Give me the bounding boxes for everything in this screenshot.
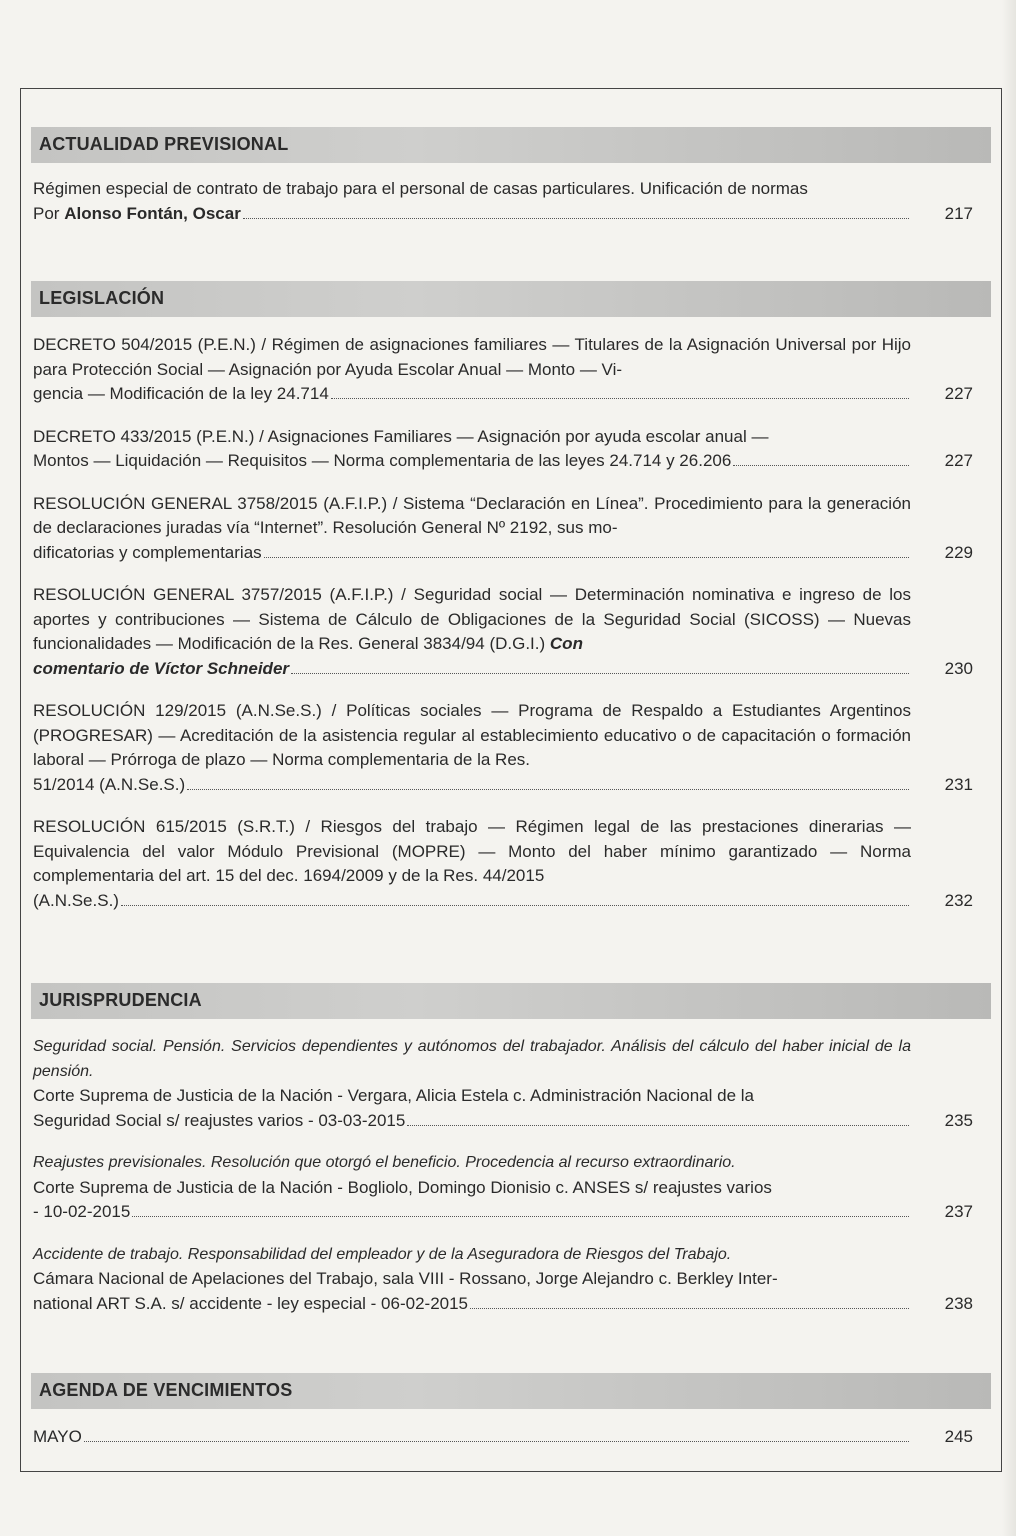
entry-summary: Reajustes previsionales. Resolución que otorgó el beneficio. Procedencia al recurso extraordinario.	[33, 1154, 736, 1171]
dot-leader	[243, 218, 909, 219]
section-title: LEGISLACIÓN	[39, 288, 165, 308]
dot-leader	[121, 905, 909, 906]
entry-text: Cámara Nacional de Apelaciones del Trabajo, sala VIII - Rossano, Jorge Alejandro c. Berkley Inter-	[33, 1269, 778, 1288]
dot-leader	[470, 1308, 909, 1309]
entry-text: DECRETO 433/2015 (P.E.N.) / Asignaciones Familiares — Asignación por ayuda escolar anual —	[33, 426, 769, 446]
legislacion-entries	[33, 333, 977, 913]
toc-entry[interactable]	[33, 699, 973, 797]
dot-leader	[264, 557, 909, 558]
section-legislacion	[21, 281, 1001, 317]
section-header	[31, 281, 991, 317]
page-number: 245	[944, 1427, 973, 1446]
jurisprudencia-entries	[33, 1035, 977, 1316]
page-edge-shadow	[1002, 0, 1016, 1536]
toc-entry[interactable]	[33, 815, 973, 913]
dot-leader	[733, 465, 909, 466]
entry-text-last: national ART S.A. s/ accidente - ley especial - 06-02-2015	[33, 1293, 469, 1313]
entry-text-last: Montos — Liquidación — Requisitos — Norma complementaria de las leyes 24.714 y 26.206	[33, 451, 732, 470]
entry-text: Corte Suprema de Justicia de la Nación - Vergara, Alicia Estela c. Administración Nacional de la	[33, 1086, 754, 1105]
page-number: 227	[944, 451, 973, 470]
section-header	[31, 983, 991, 1019]
dot-leader	[132, 1216, 909, 1217]
toc-entry[interactable]	[33, 177, 973, 226]
entry-text-last: comentario de Víctor Schneider	[33, 658, 290, 678]
entry-text: DECRETO 504/2015 (P.E.N.) / Régimen de asignaciones familiares — Titulares de la Asignación Universal por Hijo para Protección Social — Asignación por Ayuda Escolar Anual — Monto — Vi-	[33, 335, 911, 379]
entry-by-prefix: Por	[33, 203, 60, 223]
dot-leader	[84, 1441, 909, 1442]
entry-author: Alonso Fontán, Oscar	[64, 203, 241, 223]
page-number: 237	[944, 1202, 973, 1221]
section-title: AGENDA DE VENCIMIENTOS	[39, 1380, 293, 1400]
entry-text: RESOLUCIÓN 615/2015 (S.R.T.) / Riesgos del trabajo — Régimen legal de las prestaciones dinerarias — Equivalencia del valor Módulo Previsional (MOPRE) — Monto del haber mínimo garantizado — Norma complementaria del art. 15 del dec. 1694/2009 y de la Res. 44/2015	[33, 817, 911, 885]
page-number: 227	[944, 384, 973, 403]
toc-entry[interactable]	[33, 492, 973, 566]
entry-label: MAYO	[33, 1427, 82, 1446]
toc-entry[interactable]	[33, 425, 973, 474]
entry-text: RESOLUCIÓN GENERAL 3757/2015 (A.F.I.P.) / Seguridad social — Determinación nominativa e ingreso de los aportes y contribuciones — Sistema de Cálculo de Obligaciones de la Seguridad Social (SICOSS) — Nuevas funcionalidades — Modificación de la Res. General 3834/94 (D.G.I.)	[33, 585, 911, 653]
dot-leader	[187, 789, 909, 790]
section-header	[31, 1373, 991, 1409]
page-number: 229	[944, 542, 973, 562]
dot-leader	[291, 673, 909, 674]
toc-entry[interactable]	[33, 333, 973, 407]
entry-text-last: - 10-02-2015	[33, 1202, 131, 1221]
dot-leader	[407, 1125, 909, 1126]
section-title: ACTUALIDAD PREVISIONAL	[39, 134, 289, 154]
dot-leader	[331, 398, 909, 399]
entry-text: RESOLUCIÓN GENERAL 3758/2015 (A.F.I.P.) / Sistema “Declaración en Línea”. Procedimiento para la generación de declaraciones juradas vía “Internet”. Resolución General Nº 2192, sus mo-	[33, 493, 911, 537]
entry-text-last: 51/2014 (A.N.Se.S.)	[33, 774, 186, 794]
section-actualidad-previsional	[21, 127, 1001, 163]
page-number: 238	[944, 1293, 973, 1313]
agenda-entries	[33, 1425, 977, 1450]
entry-text-last: dificatorias y complementarias	[33, 542, 262, 562]
toc-entry[interactable]	[33, 1151, 973, 1225]
toc-entry[interactable]	[33, 1035, 973, 1133]
entry-title: Régimen especial de contrato de trabajo para el personal de casas particulares. Unificación de normas	[33, 179, 808, 198]
table-of-contents	[20, 88, 1002, 1472]
entry-text: RESOLUCIÓN 129/2015 (A.N.Se.S.) / Políticas sociales — Programa de Respaldo a Estudiantes Argentinos (PROGRESAR) — Acreditación de la asistencia regular al establecimiento educativo o de capacitación o formación laboral — Prórroga de plazo — Norma complementaria de la Res.	[33, 701, 911, 769]
section-header	[31, 127, 991, 163]
entry-text-last: Seguridad Social s/ reajustes varios - 03-03-2015	[33, 1110, 406, 1130]
entry-text: Corte Suprema de Justicia de la Nación - Bogliolo, Domingo Dionisio c. ANSES s/ reajustes varios	[33, 1177, 772, 1197]
page-number: 230	[944, 658, 973, 678]
entry-text-last: (A.N.Se.S.)	[33, 890, 119, 910]
page-number: 231	[944, 774, 973, 794]
page-number: 235	[944, 1110, 973, 1130]
toc-entry[interactable]	[33, 583, 973, 681]
toc-entry[interactable]	[33, 1243, 973, 1317]
entry-summary: Seguridad social. Pensión. Servicios dependientes y autónomos del trabajador. Análisis del cálculo del haber inicial de la pensión.	[33, 1038, 911, 1080]
section-jurisprudencia	[21, 983, 1001, 1019]
entry-summary: Accidente de trabajo. Responsabilidad del empleador y de la Aseguradora de Riesgos del Trabajo.	[33, 1245, 732, 1263]
section-agenda-vencimientos	[21, 1373, 1001, 1409]
toc-entry[interactable]	[33, 1425, 973, 1450]
entry-text-last: gencia — Modificación de la ley 24.714	[33, 384, 329, 403]
entry-text-bold: Con	[549, 634, 583, 653]
section-title: JURISPRUDENCIA	[39, 990, 202, 1010]
actualidad-entries	[33, 177, 977, 226]
page-number: 217	[944, 203, 973, 223]
page-number: 232	[944, 890, 973, 910]
